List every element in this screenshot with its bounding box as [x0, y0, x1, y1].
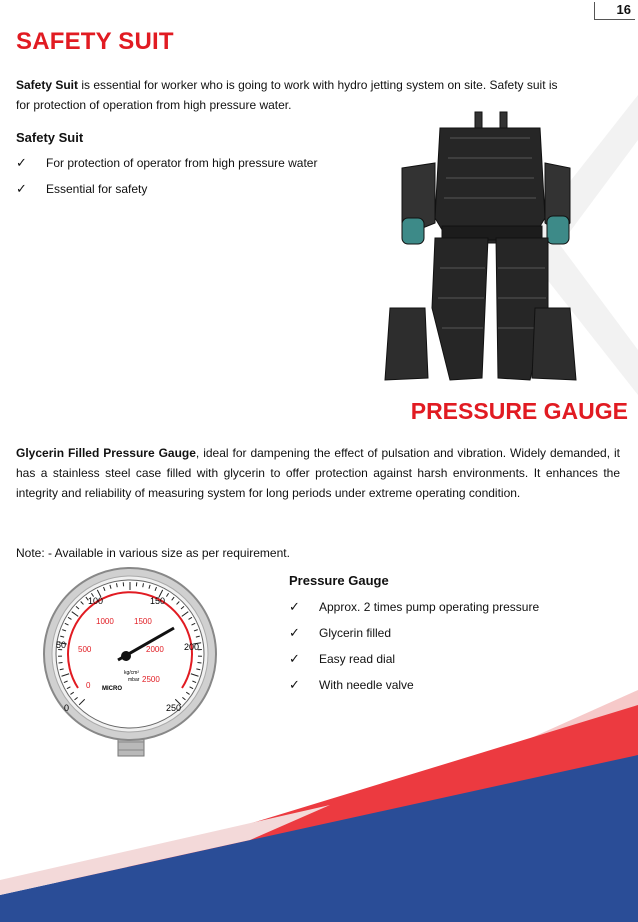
outer-scale-label: 150 [150, 596, 166, 606]
list-item: ✓ Approx. 2 times pump operating pressure [289, 597, 539, 623]
intro-bold: Safety Suit [16, 78, 79, 92]
list-item: ✓ Essential for safety [16, 179, 317, 205]
checkmark-icon: ✓ [289, 651, 300, 666]
pressure-gauge-subheading: Pressure Gauge [289, 573, 389, 588]
pressure-gauge-description [16, 443, 620, 503]
pressure-gauge-heading: PRESSURE GAUGE [410, 398, 628, 424]
outer-scale-label: 50 [56, 640, 67, 650]
list-item: ✓ With needle valve [289, 675, 539, 701]
availability-note: Note: - Available in various size as per requirement. [16, 546, 290, 560]
page-number: 16 [594, 2, 635, 20]
needle-hub [121, 651, 131, 661]
checkmark-icon: ✓ [289, 677, 300, 692]
list-item: ✓ For protection of operator from high pressure water [16, 153, 317, 179]
checkmark-icon: ✓ [289, 625, 300, 640]
inner-scale-label: 2000 [146, 645, 164, 654]
checkmark-icon: ✓ [16, 155, 27, 170]
list-item: ✓ Easy read dial [289, 649, 539, 675]
pressure-gauge-bullets [289, 597, 539, 701]
unit-label: kg/cm² [124, 670, 139, 676]
inner-scale-label: 2500 [142, 675, 160, 684]
inner-scale-label: 1000 [96, 617, 114, 626]
blue-band [0, 755, 638, 922]
inner-scale-label: 1500 [134, 617, 152, 626]
safety-suit-bullets [16, 153, 317, 205]
list-item: ✓ Glycerin filled [289, 623, 539, 649]
inner-scale-label: 500 [78, 645, 92, 654]
outer-scale-label: 100 [88, 596, 104, 606]
intro-line-2: for protection of operation from high pressure water. [16, 98, 292, 112]
outer-scale-label: 200 [184, 642, 200, 652]
inner-scale-label: 0 [86, 681, 91, 690]
desc-rest: , ideal for dampening the effect of pulsation and vibration. Widely demanded, it has a stainless steel case filled with glycerin to offer protection against harsh environments. It enhances the integrity and reliability of measuring system for long periods under extreme operating condition. [16, 446, 620, 500]
dial-tick [197, 663, 201, 664]
checkmark-icon: ✓ [16, 181, 27, 196]
safety-suit-subheading: Safety Suit [16, 130, 84, 145]
unit-label: mbar [128, 677, 140, 683]
desc-bold: Glycerin Filled Pressure Gauge [16, 446, 196, 460]
dial-tick [59, 663, 63, 664]
safety-suit-image [380, 108, 580, 390]
checkmark-icon: ✓ [289, 599, 300, 614]
outer-scale-label: 0 [64, 703, 70, 713]
outer-scale-label: 250 [166, 703, 182, 713]
intro-line-1: is essential for worker who is going to work with hydro jetting system on site. Safety suit is [78, 78, 558, 92]
pressure-gauge-image [38, 566, 223, 776]
brand-label: MICRO [102, 686, 122, 692]
safety-suit-heading: SAFETY SUIT [16, 28, 174, 55]
